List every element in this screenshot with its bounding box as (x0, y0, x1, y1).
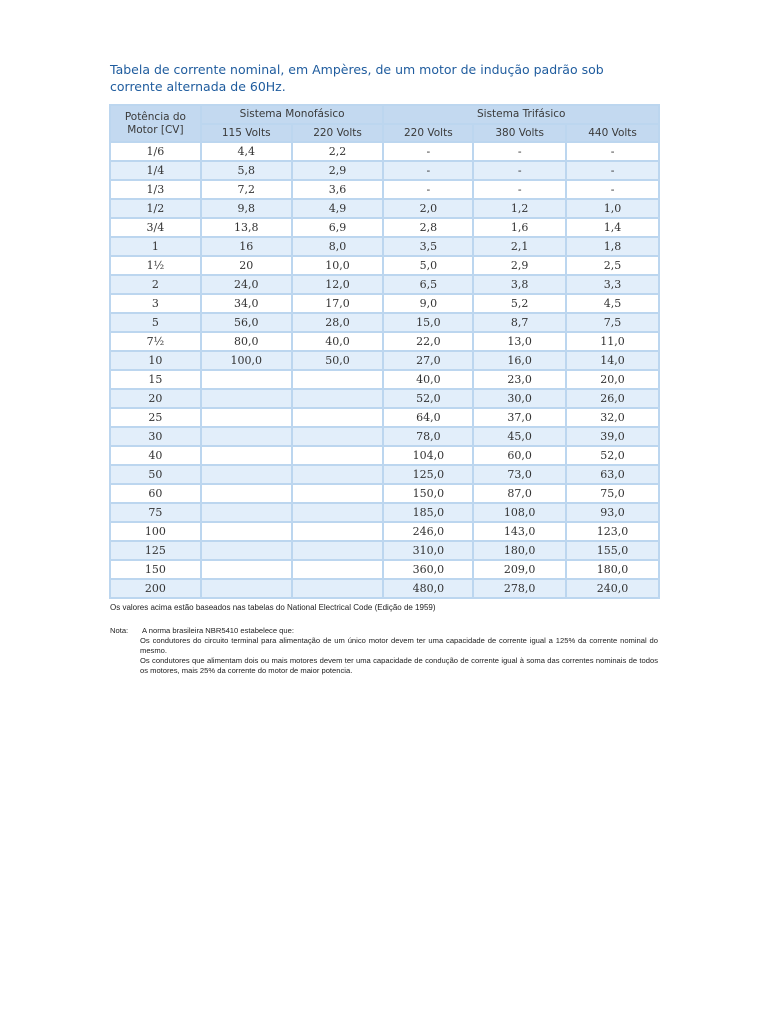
tri-440v-cell: 240,0 (567, 580, 658, 597)
tri-380v-cell: - (474, 143, 565, 160)
mono-115v-cell: 20 (202, 257, 291, 274)
mono-115v-cell: 7,2 (202, 181, 291, 198)
note-paragraph: Os condutores que alimentam dois ou mais motores devem ter uma capacidade de condução de corrente igual à soma das correntes nominais de todos os motores, mais 25% da corrente do motor de maior potencia. (140, 656, 658, 675)
tri-220v-cell: 22,0 (384, 333, 472, 350)
table-row (111, 523, 658, 540)
mono-220v-cell: 12,0 (293, 276, 383, 293)
mono-220v-cell: 3,6 (293, 181, 383, 198)
power-cell: 200 (111, 580, 200, 597)
table-row (111, 390, 658, 407)
table-row (111, 295, 658, 312)
table-body (111, 143, 658, 597)
power-cell: 125 (111, 542, 200, 559)
tri-380v-cell: 3,8 (474, 276, 565, 293)
mono-220v-cell: 4,9 (293, 200, 383, 217)
note-intro: A norma brasileira NBR5410 estabelece que: (142, 626, 294, 635)
note-label: Nota: (110, 626, 129, 635)
mono-115v-cell: 24,0 (202, 276, 291, 293)
mono-220v-cell (293, 390, 383, 407)
mono-220v-cell (293, 371, 383, 388)
tri-380v-cell: 13,0 (474, 333, 565, 350)
current-table (109, 104, 660, 599)
mono-system-header: Sistema Monofásico (202, 106, 383, 123)
mono-115v-cell: 16 (202, 238, 291, 255)
power-cell: 40 (111, 447, 200, 464)
table-row (111, 238, 658, 255)
power-cell: 25 (111, 409, 200, 426)
mono-115v-cell (202, 390, 291, 407)
tri-220v-cell: 104,0 (384, 447, 472, 464)
power-cell: 60 (111, 485, 200, 502)
tri-440v-cell: 180,0 (567, 561, 658, 578)
note-paragraph: Os condutores do circuito terminal para alimentação de um único motor devem ter uma capacidade de corrente igual a 125% da corrente nominal do mesmo. (140, 636, 658, 655)
tri-220v-cell: 360,0 (384, 561, 472, 578)
power-cell: 1½ (111, 257, 200, 274)
tri-220v-cell: 480,0 (384, 580, 472, 597)
tri-380v-cell: 2,1 (474, 238, 565, 255)
mono-220v-cell: 40,0 (293, 333, 383, 350)
tri-220v-cell: 40,0 (384, 371, 472, 388)
mono-220v-cell: 2,9 (293, 162, 383, 179)
tri-220v-cell: 310,0 (384, 542, 472, 559)
tri-380v-cell: 37,0 (474, 409, 565, 426)
power-cell: 15 (111, 371, 200, 388)
tri-220v-cell: 2,0 (384, 200, 472, 217)
tri-380v-cell: 45,0 (474, 428, 565, 445)
tri-system-header: Sistema Trifásico (384, 106, 658, 123)
mono-115v-cell: 9,8 (202, 200, 291, 217)
tri-440v-cell: 1,8 (567, 238, 658, 255)
tri-440v-cell: 3,3 (567, 276, 658, 293)
tri-220v-cell: 5,0 (384, 257, 472, 274)
mono-220v-cell (293, 523, 383, 540)
tri-440v-cell: 14,0 (567, 352, 658, 369)
mono-115v-cell: 5,8 (202, 162, 291, 179)
mono-220v-cell: 6,9 (293, 219, 383, 236)
power-cell: 10 (111, 352, 200, 369)
tri-380v-cell: 180,0 (474, 542, 565, 559)
power-cell: 2 (111, 276, 200, 293)
tri-440v-cell: 39,0 (567, 428, 658, 445)
tri-380v-cell: 60,0 (474, 447, 565, 464)
table-row (111, 580, 658, 597)
mono-115v-cell (202, 428, 291, 445)
mono-115v-cell (202, 485, 291, 502)
tri-220v-cell: - (384, 162, 472, 179)
tri-440v-cell: 7,5 (567, 314, 658, 331)
tri-440v-cell: 75,0 (567, 485, 658, 502)
tri-380v-cell: 8,7 (474, 314, 565, 331)
tri-220v-cell: 64,0 (384, 409, 472, 426)
table-row (111, 371, 658, 388)
table-row (111, 466, 658, 483)
table-row (111, 314, 658, 331)
table-row (111, 447, 658, 464)
tri-380v-cell: 278,0 (474, 580, 565, 597)
table-row (111, 143, 658, 160)
tri-380v-cell: 1,6 (474, 219, 565, 236)
tri-440v-cell: - (567, 143, 658, 160)
table-row (111, 409, 658, 426)
mono-220v-cell: 2,2 (293, 143, 383, 160)
tri-380v-cell: 87,0 (474, 485, 565, 502)
power-cell: 50 (111, 466, 200, 483)
table-row (111, 257, 658, 274)
table-header-row (111, 106, 658, 123)
table-row (111, 485, 658, 502)
mono-220v-cell: 28,0 (293, 314, 383, 331)
tri-440v-cell: 1,0 (567, 200, 658, 217)
mono-115v-cell: 56,0 (202, 314, 291, 331)
power-cell: 1/2 (111, 200, 200, 217)
voltage-header: 220 Volts (384, 125, 472, 142)
table-row (111, 561, 658, 578)
tri-440v-cell: 20,0 (567, 371, 658, 388)
power-cell: 3 (111, 295, 200, 312)
mono-220v-cell: 17,0 (293, 295, 383, 312)
source-note: Os valores acima estão baseados nas tabelas do National Electrical Code (Edição de 1959) (110, 603, 436, 612)
power-cell: 150 (111, 561, 200, 578)
page-title: Tabela de corrente nominal, em Ampères, de um motor de indução padrão sob corrente alternada de 60Hz. (110, 62, 604, 94)
power-cell: 1/3 (111, 181, 200, 198)
mono-220v-cell (293, 485, 383, 502)
mono-220v-cell (293, 542, 383, 559)
voltage-header: 380 Volts (474, 125, 565, 142)
mono-220v-cell (293, 504, 383, 521)
mono-220v-cell: 8,0 (293, 238, 383, 255)
tri-380v-cell: 108,0 (474, 504, 565, 521)
tri-380v-cell: 16,0 (474, 352, 565, 369)
tri-380v-cell: 2,9 (474, 257, 565, 274)
tri-380v-cell: - (474, 181, 565, 198)
mono-115v-cell: 100,0 (202, 352, 291, 369)
mono-115v-cell (202, 523, 291, 540)
power-cell: 7½ (111, 333, 200, 350)
tri-440v-cell: 123,0 (567, 523, 658, 540)
mono-115v-cell (202, 447, 291, 464)
tri-440v-cell: 32,0 (567, 409, 658, 426)
mono-115v-cell (202, 542, 291, 559)
voltage-header: 115 Volts (202, 125, 291, 142)
table-row (111, 219, 658, 236)
mono-115v-cell (202, 580, 291, 597)
tri-220v-cell: 125,0 (384, 466, 472, 483)
table-row (111, 276, 658, 293)
mono-115v-cell (202, 504, 291, 521)
tri-440v-cell: 1,4 (567, 219, 658, 236)
table-row (111, 352, 658, 369)
mono-115v-cell (202, 371, 291, 388)
tri-220v-cell: 6,5 (384, 276, 472, 293)
power-cell: 30 (111, 428, 200, 445)
tri-380v-cell: 5,2 (474, 295, 565, 312)
mono-220v-cell: 50,0 (293, 352, 383, 369)
tri-380v-cell: 209,0 (474, 561, 565, 578)
tri-220v-cell: 15,0 (384, 314, 472, 331)
tri-220v-cell: 3,5 (384, 238, 472, 255)
table-row (111, 181, 658, 198)
mono-220v-cell: 10,0 (293, 257, 383, 274)
power-cell: 1/4 (111, 162, 200, 179)
tri-440v-cell: 2,5 (567, 257, 658, 274)
mono-220v-cell (293, 561, 383, 578)
power-cell: 1 (111, 238, 200, 255)
mono-220v-cell (293, 447, 383, 464)
tri-440v-cell: 52,0 (567, 447, 658, 464)
tri-380v-cell: - (474, 162, 565, 179)
mono-220v-cell (293, 409, 383, 426)
table-row (111, 542, 658, 559)
tri-380v-cell: 30,0 (474, 390, 565, 407)
tri-220v-cell: 27,0 (384, 352, 472, 369)
mono-115v-cell (202, 561, 291, 578)
tri-440v-cell: 26,0 (567, 390, 658, 407)
tri-380v-cell: 143,0 (474, 523, 565, 540)
tri-380v-cell: 1,2 (474, 200, 565, 217)
mono-220v-cell (293, 428, 383, 445)
power-cell: 5 (111, 314, 200, 331)
tri-220v-cell: 78,0 (384, 428, 472, 445)
table-row (111, 162, 658, 179)
tri-440v-cell: 63,0 (567, 466, 658, 483)
mono-220v-cell (293, 580, 383, 597)
tri-220v-cell: 246,0 (384, 523, 472, 540)
tri-440v-cell: - (567, 181, 658, 198)
power-cell: 75 (111, 504, 200, 521)
mono-115v-cell: 4,4 (202, 143, 291, 160)
tri-440v-cell: 4,5 (567, 295, 658, 312)
mono-115v-cell (202, 466, 291, 483)
table-row (111, 504, 658, 521)
tri-440v-cell: 93,0 (567, 504, 658, 521)
voltage-header: 440 Volts (567, 125, 658, 142)
tri-440v-cell: - (567, 162, 658, 179)
tri-380v-cell: 73,0 (474, 466, 565, 483)
tri-220v-cell: - (384, 181, 472, 198)
tri-380v-cell: 23,0 (474, 371, 565, 388)
power-cell: 100 (111, 523, 200, 540)
tri-220v-cell: 2,8 (384, 219, 472, 236)
table-row (111, 200, 658, 217)
mono-115v-cell (202, 409, 291, 426)
power-cell: 20 (111, 390, 200, 407)
mono-220v-cell (293, 466, 383, 483)
power-cell: 1/6 (111, 143, 200, 160)
mono-115v-cell: 13,8 (202, 219, 291, 236)
power-cell: 3/4 (111, 219, 200, 236)
tri-220v-cell: 150,0 (384, 485, 472, 502)
power-column-header: Potência do Motor [CV] (111, 106, 200, 141)
tri-220v-cell: - (384, 143, 472, 160)
mono-115v-cell: 80,0 (202, 333, 291, 350)
tri-440v-cell: 11,0 (567, 333, 658, 350)
table-row (111, 428, 658, 445)
tri-220v-cell: 52,0 (384, 390, 472, 407)
tri-440v-cell: 155,0 (567, 542, 658, 559)
table-row (111, 333, 658, 350)
voltage-header: 220 Volts (293, 125, 383, 142)
mono-115v-cell: 34,0 (202, 295, 291, 312)
tri-220v-cell: 185,0 (384, 504, 472, 521)
tri-220v-cell: 9,0 (384, 295, 472, 312)
